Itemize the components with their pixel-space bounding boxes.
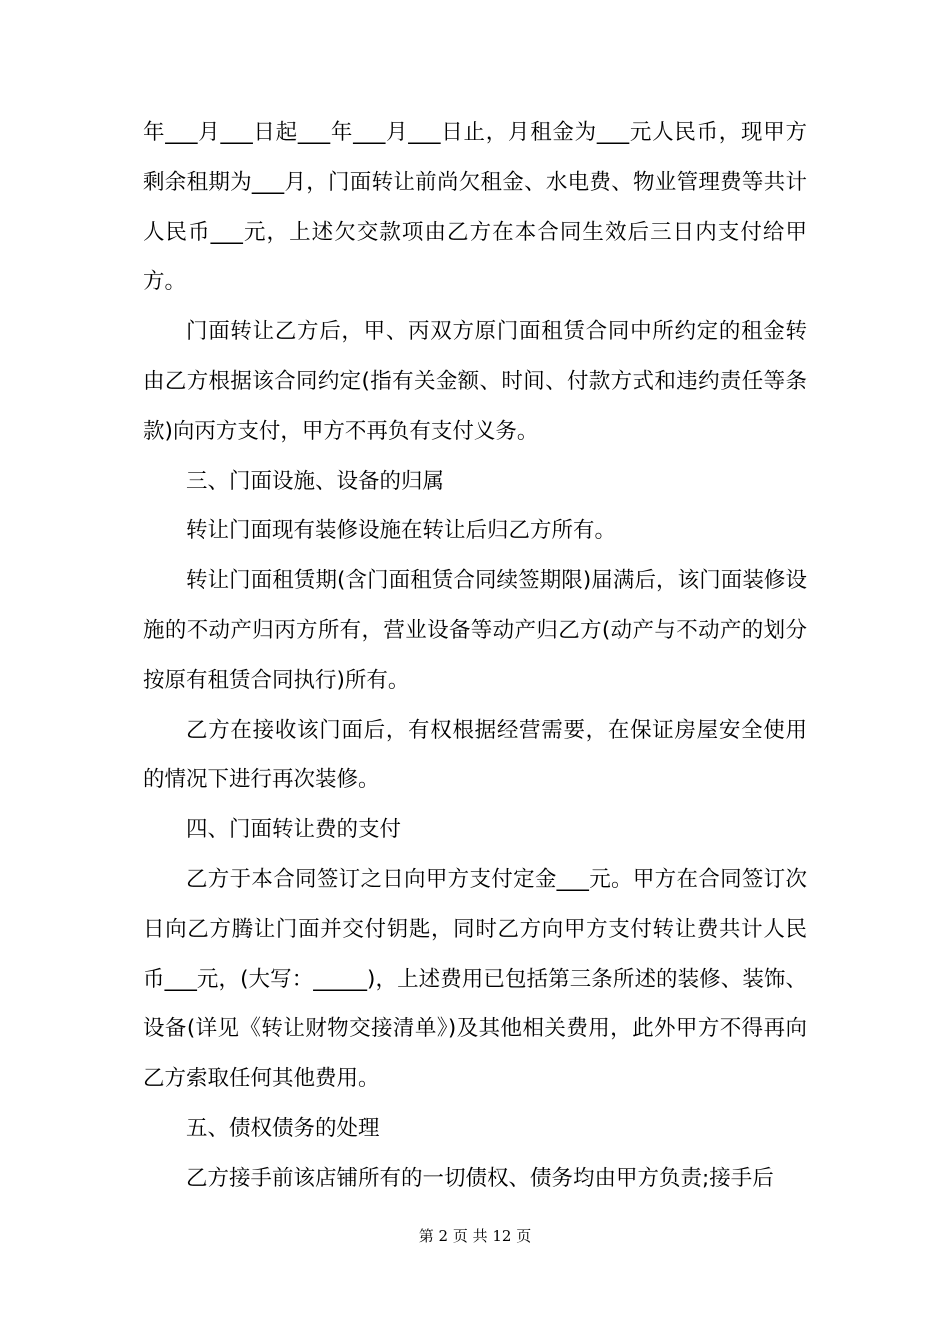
paragraph-debts: 乙方接手前该店铺所有的一切债权、债务均由甲方负责;接手后 (186, 1165, 774, 1191)
section-heading-debts: 五、债权债务的处理 (186, 1115, 380, 1141)
paragraph-lease-expiry: 转让门面租赁期(含门面租赁合同续签期限)届满后，该门面装修设施的不动产归丙方所有，营业设备等动产归乙方(动产与不动产的划分按原有租赁合同执行)所有。 (143, 568, 807, 693)
section-heading-facilities: 三、门面设施、设备的归属 (186, 468, 445, 494)
paragraph-decoration-ownership: 转让门面现有装修设施在转让后归乙方所有。 (186, 518, 617, 544)
paragraph-renovation-right: 乙方在接收该门面后，有权根据经营需要，在保证房屋安全使用的情况下进行再次装修。 (143, 717, 807, 793)
section-heading-payment: 四、门面转让费的支付 (186, 817, 402, 843)
paragraph-rent-terms: 年___月___日起___年___月___日止，月租金为___元人民币，现甲方剩余租期为___月，门面转让前尚欠租金、水电费、物业管理费等共计人民币___元，上述欠交款项由乙方在本合同生效后三日内支付给甲方。 (143, 120, 807, 295)
paragraph-transfer-fee: 乙方于本合同签订之日向甲方支付定金___元。甲方在合同签订次日向乙方腾让门面并交付钥匙，同时乙方向甲方支付转让费共计人民币___元，(大写：_____)，上述费用已包括第三条所述的装修、装饰、设备(详见《转让财物交接清单》)及其他相关费用，此外甲方不得再向乙方索取任何其他费用。 (143, 866, 807, 1092)
page-number-footer: 第 2 页 共 12 页 (418, 1227, 532, 1245)
paragraph-rent-transfer: 门面转让乙方后，甲、丙双方原门面租赁合同中所约定的租金转由乙方根据该合同约定(指有关金额、时间、付款方式和违约责任等条款)向丙方支付，甲方不再负有支付义务。 (143, 319, 807, 444)
document-body (143, 108, 807, 1204)
